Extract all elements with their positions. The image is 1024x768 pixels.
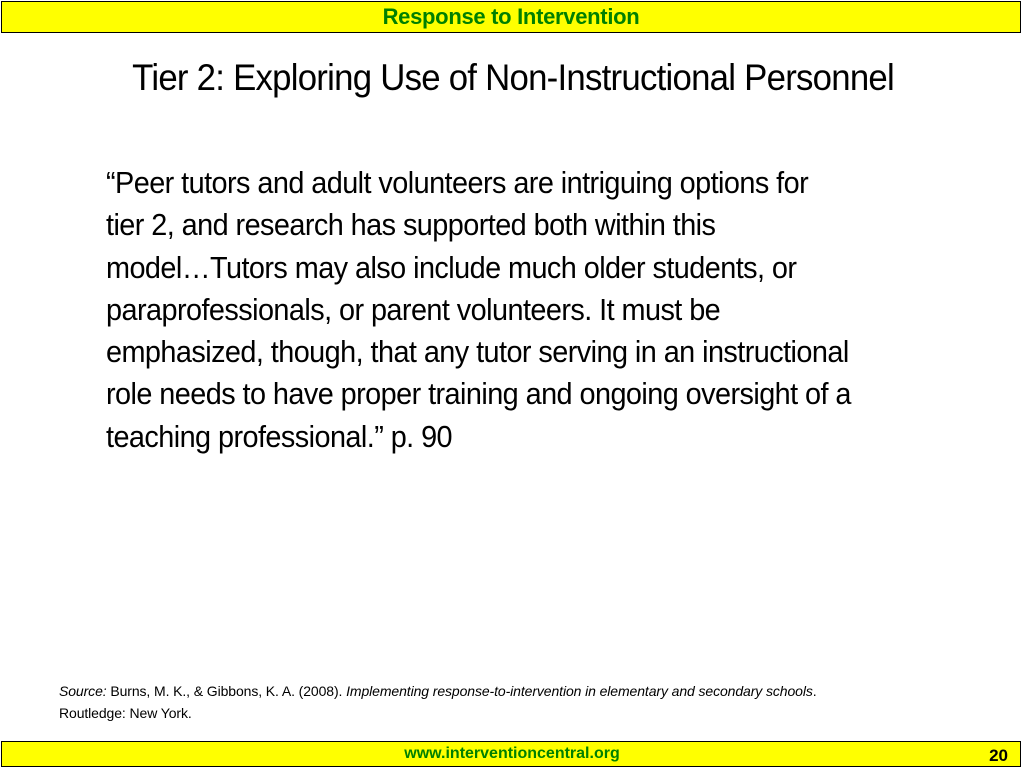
quote-block	[106, 162, 943, 458]
quote-line: tier 2, and research has supported both within this	[106, 207, 716, 243]
quote-line: role needs to have proper training and ongoing oversight of a	[106, 376, 851, 412]
quote-line: emphasized, though, that any tutor serving in an instructional	[106, 334, 849, 370]
page-number: 20	[989, 746, 1008, 765]
citation-line	[59, 680, 979, 702]
quote-line: teaching professional.” p. 90	[106, 418, 453, 454]
source-label: Source:	[59, 683, 107, 699]
footer-banner	[1, 741, 1021, 767]
citation-publisher: Routledge: New York.	[59, 705, 192, 721]
citation-end-punctuation: .	[812, 683, 817, 699]
quote-line: paraprofessionals, or parent volunteers. It must be	[106, 291, 721, 327]
quote-line: “Peer tutors and adult volunteers are intriguing options for	[106, 165, 809, 200]
footer-url[interactable]: www.interventioncentral.org	[404, 745, 620, 762]
citation-book-title: Implementing response-to-intervention in elementary and secondary schools	[346, 683, 813, 699]
source-citation	[59, 680, 979, 724]
slide-title: Tier 2: Exploring Use of Non-Instructional Personnel	[132, 57, 895, 98]
banner-title: Response to Intervention	[382, 4, 640, 29]
quote-line: model…Tutors may also include much older students, or	[106, 249, 797, 285]
citation-authors: Burns, M. K., & Gibbons, K. A. (2008).	[106, 683, 347, 699]
header-banner	[1, 1, 1021, 33]
